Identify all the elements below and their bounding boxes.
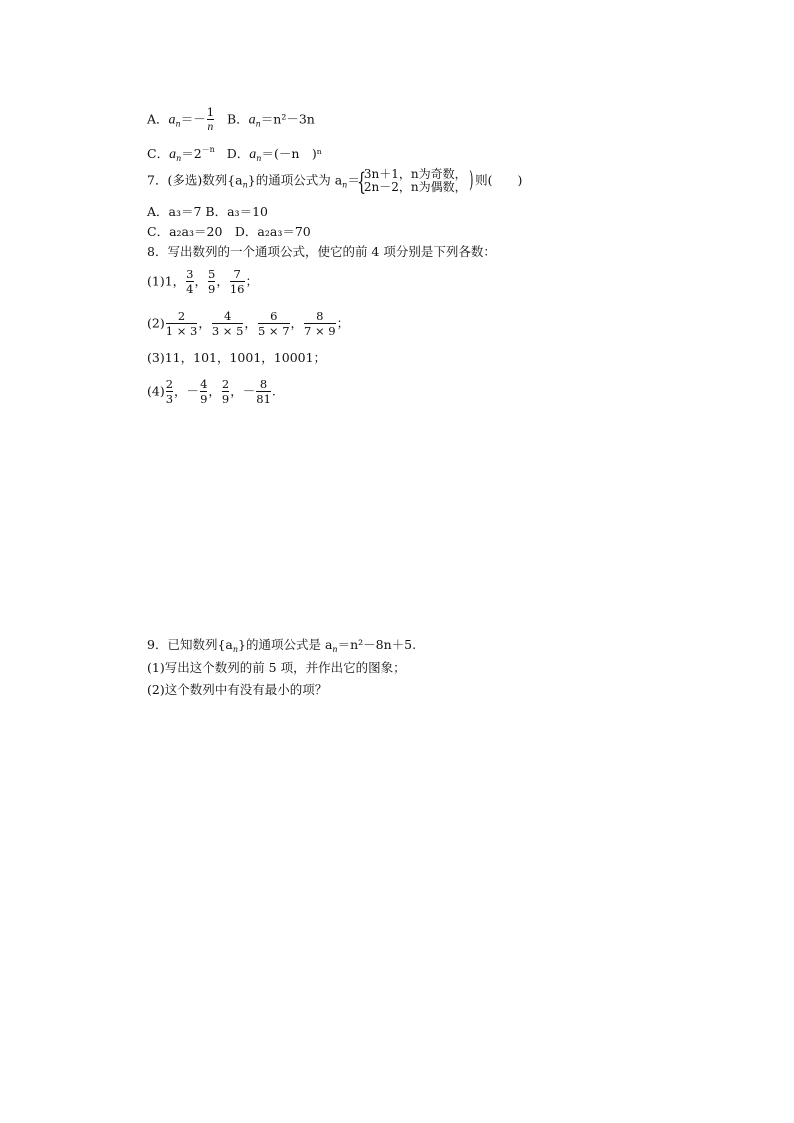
q8-p2-end: ；	[336, 315, 350, 331]
denominator: 7 × 9	[304, 324, 336, 338]
option-a-num: 1	[206, 105, 215, 119]
fraction	[186, 268, 193, 296]
option-a-sub: n	[175, 119, 181, 129]
fraction	[304, 310, 336, 338]
option-a-eq: ＝－	[180, 111, 206, 127]
q7-case-1: 3n＋1，n为奇数，	[363, 167, 467, 181]
fraction	[222, 378, 229, 406]
denominator: 4	[186, 282, 194, 296]
q9-stem-sub: n	[232, 645, 239, 654]
q7-stem	[147, 168, 522, 194]
denominator: 3	[165, 392, 174, 406]
q8-p1-end: ；	[245, 273, 259, 289]
denominator: 9	[208, 282, 216, 296]
fraction	[166, 310, 198, 338]
fraction	[230, 268, 245, 296]
q7-options-cd: C．a₂a₃＝20 D．a₂a₃＝70	[147, 224, 311, 239]
q9-stem-expr: ＝n²－8n＋5.	[337, 637, 417, 652]
q9-part-1: (1)写出这个数列的前 5 项，并作出它的图象；	[147, 660, 406, 675]
fraction	[212, 310, 244, 338]
q7-stem-prefix: 7．(多选)数列{a	[147, 172, 243, 188]
right-paren-icon: )	[468, 168, 474, 193]
numerator: 6	[270, 309, 278, 323]
q8-stem: 8．写出数列的一个通项公式，使它的前 4 项分别是下列各数：	[147, 244, 496, 259]
option-b-expr: ＝n²－3n	[260, 111, 315, 127]
numerator: 2	[221, 377, 230, 391]
denominator: 1 × 3	[165, 324, 198, 338]
fraction	[200, 378, 207, 406]
numerator: 5	[208, 267, 216, 281]
option-d-expr: ＝(－n )ⁿ	[261, 146, 323, 161]
option-a-label: A．	[147, 111, 169, 127]
numerator: 2	[165, 377, 174, 391]
option-c-var: a	[169, 147, 177, 162]
q7-stem-suffix: 则( )	[475, 172, 523, 188]
q8-part-2: (2) $\frac{2}{1 \times 3}$ ， $\frac{4}{3 \times 5}$ ， $\frac{6}{5 \times 7}$ ， $\frac{8}{7 \times 9}$ ；	[147, 309, 350, 338]
option-b-label: B．	[226, 111, 249, 127]
option-b-sub: n	[255, 119, 261, 129]
fraction	[256, 378, 271, 406]
numerator: 4	[223, 309, 232, 323]
denominator: 81	[256, 392, 271, 406]
denominator: 9	[200, 392, 208, 406]
q7-options-ab: A．a₃＝7 B．a₃＝10	[147, 204, 268, 219]
q6-options-ab	[147, 106, 315, 134]
q8-part-1: (1)1， $\frac{3}{4}$ ， $\frac{5}{9}$ ， $\frac{7}{16}$ ；	[147, 267, 259, 296]
fraction	[166, 378, 173, 406]
option-d-label: D．	[226, 146, 250, 161]
q7-piecewise	[356, 167, 467, 196]
q9-stem-sub2: n	[332, 645, 338, 654]
option-a-fraction	[207, 106, 214, 134]
q7-stem-sub: n	[242, 180, 248, 190]
q9-stem	[147, 637, 416, 658]
option-c-label: C．	[147, 146, 170, 161]
numerator: 8	[259, 377, 268, 391]
numerator: 8	[316, 309, 324, 323]
q8-p1-label: (1)1，	[147, 273, 186, 289]
fraction	[208, 268, 215, 296]
denominator: 5 × 7	[257, 324, 290, 338]
option-c-sup: －n	[201, 145, 215, 154]
q8-p2-label: (2)	[147, 315, 165, 331]
q8-p4-end: .	[271, 383, 276, 399]
numerator: 4	[200, 377, 208, 391]
q7-case-2: 2n－2，n为偶数，	[363, 180, 467, 194]
q9-stem-mid: }的通项公式是 a	[238, 637, 333, 652]
numerator: 7	[233, 267, 241, 281]
denominator: 9	[221, 392, 230, 406]
q6-options-cd	[147, 142, 322, 167]
option-d-var: a	[249, 147, 257, 162]
q9-part-2: (2)这个数列中有没有最小的项？	[147, 682, 328, 697]
option-a-den: n	[207, 121, 214, 133]
q7-stem-eq: ＝	[347, 172, 360, 188]
numerator: 2	[177, 309, 186, 323]
brace-icon: {	[356, 168, 367, 196]
q7-stem-sub2: n	[342, 180, 348, 190]
option-a-var: a	[168, 112, 176, 128]
q7-stem-mid: }的通项公式为 a	[247, 172, 343, 188]
q9-stem-prefix: 9．已知数列{a	[147, 637, 233, 652]
option-c-eq: ＝2	[181, 146, 202, 161]
fraction	[258, 310, 290, 338]
option-d-sub: n	[256, 154, 262, 163]
q8-p4-label: (4)	[147, 383, 165, 399]
q8-part-3: (3)11，101，1001，10001；	[147, 350, 327, 365]
numerator: 3	[186, 267, 194, 281]
denominator: 3 × 5	[211, 324, 244, 338]
q8-part-4: (4) $\frac{2}{3}$ ，－ $\frac{4}{9}$ ， $\frac{2}{9}$ ，－ $\frac{8}{81}$ .	[147, 377, 276, 406]
option-c-sub: n	[176, 154, 182, 163]
option-b-var: a	[248, 112, 256, 128]
denominator: 16	[229, 282, 245, 296]
